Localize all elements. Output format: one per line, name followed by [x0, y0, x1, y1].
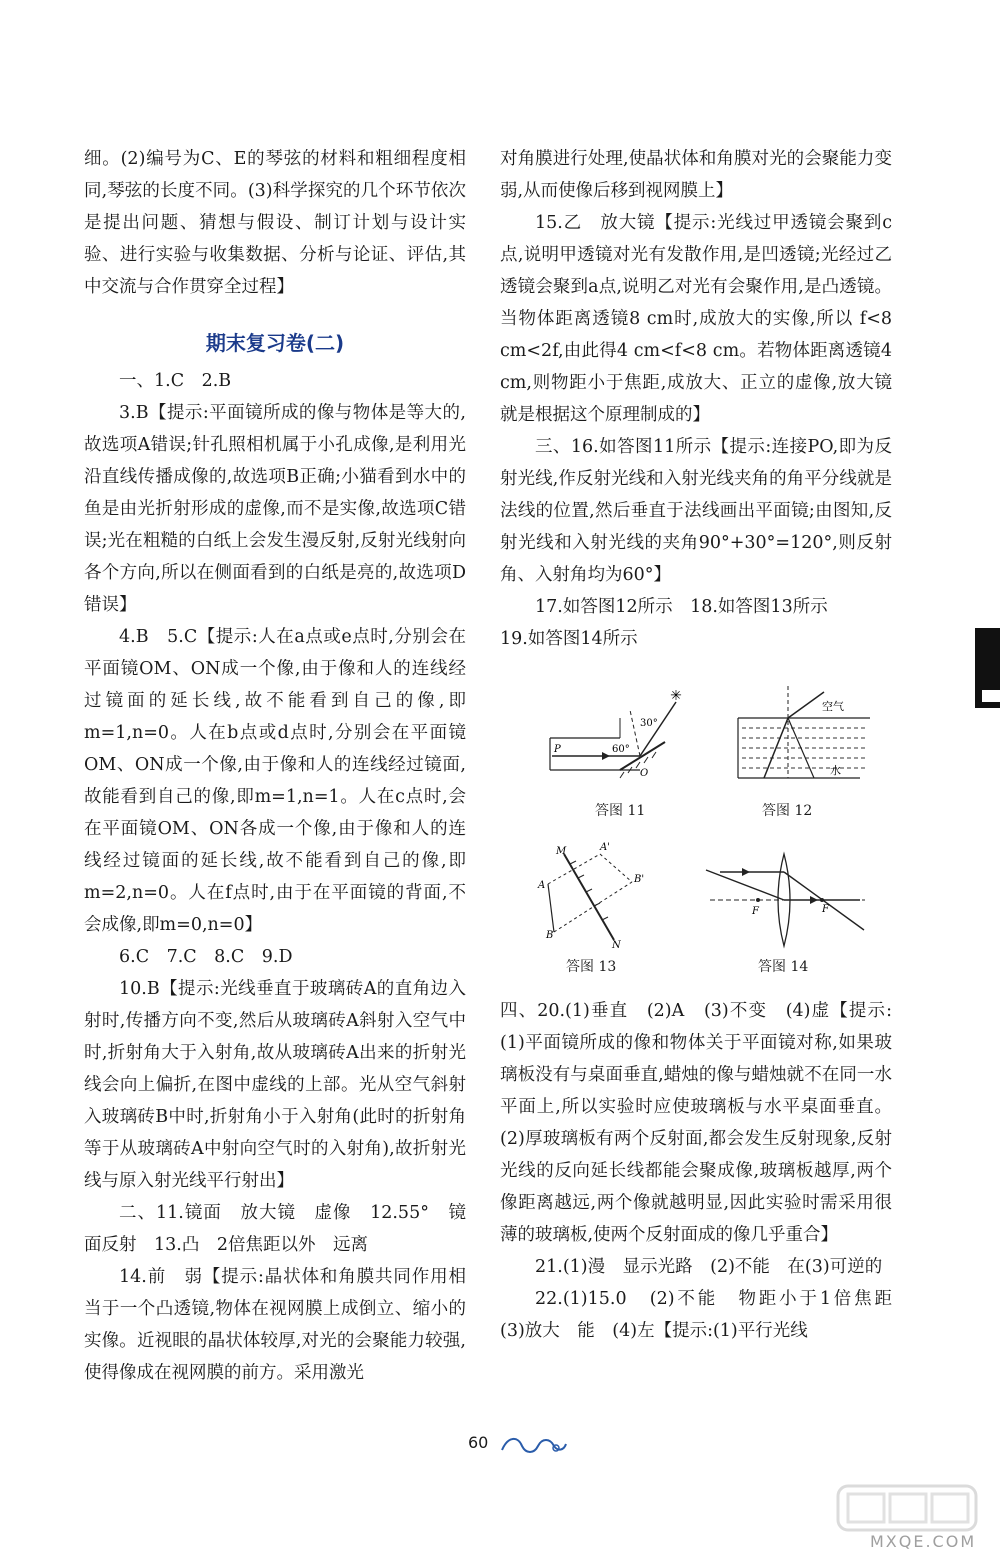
- answer-14: 14.前 弱【提示:晶状体和角膜共同作用相当于一个凸透镜,物体在视网膜上成倒立、缩小的实像。近视眼的晶状体较厚,对光的会聚能力较强,使得像成在视网膜的前方。采用激光: [84, 1267, 466, 1383]
- caption-figure-13: 答图 13: [566, 959, 617, 975]
- answer-16: 三、16.如答图11所示【提示:连接PO,即为反射光线,作反射光线和入射光线夹角的角平分线就是法线的位置,然后垂直于法线画出平面镜;由图知,反射光线和入射光线的夹角90°+30°=120°,则反射角、入射角均为60°】: [500, 437, 892, 585]
- fig13-label-a: A: [538, 880, 546, 891]
- fig14-label-f2: F: [822, 904, 829, 915]
- watermark-text: MXQE.COM: [870, 1532, 977, 1551]
- fig13-label-m: M: [556, 846, 567, 857]
- answer-19: 19.如答图14所示: [500, 629, 638, 649]
- fig14-label-f1: F: [752, 906, 759, 917]
- caption-figure-14: 答图 14: [758, 959, 809, 975]
- fig11-angle-30: 30°: [640, 718, 658, 729]
- fig13-label-a-prime: A': [600, 842, 610, 853]
- caption-figure-11: 答图 11: [595, 803, 646, 819]
- answer-22: 22.(1)15.0 (2)不能 物距小于1倍焦距 (3)放大 能 (4)左【提示:(1)平行光线: [500, 1289, 910, 1341]
- fig12-label-water: 水: [830, 764, 841, 777]
- section-title: 期末复习卷(二): [205, 331, 345, 355]
- fig13-label-b-prime: B': [634, 874, 645, 885]
- figure-13: [534, 840, 674, 950]
- answer-4-5: 4.B 5.C【提示:人在a点或e点时,分别会在平面镜OM、ON成一个像,由于像和人的连线经过镜面的延长线,故不能看到自己的像,即m=1,n=0。人在b点或d点时,分别会在平面镜OM、ON成一个像,由于像和人的连线经过镜面,故能看到自己的像,即m=1,n=1。人在c点时,会在平面镜OM、ON各成一个像,由于像和人的连线经过镜面的延长线,故不能看到自己的像,即m=2,n=0。人在f点时,由于在平面镜的背面,不会成像,即m=0,n=0】: [84, 627, 466, 935]
- answer-6-9: 6.C 7.C 8.C 9.D: [119, 947, 293, 967]
- answer-15: 15.乙 放大镜【提示:光线过甲透镜会聚到c点,说明甲透镜对光有发散作用,是凹透镜;光经过乙透镜会聚到a点,说明乙对光有会聚作用,是凸透镜。当物体距离透镜8 cm时,成放大的实像,所以 f<8 cm<2f,由此得4 cm<f<8 cm。若物体距离透镜4 cm,则物距小于焦距,成放大、正立的虚像,放大镜就是根据这个原理制成的】: [500, 213, 892, 425]
- answer-3: 3.B【提示:平面镜所成的像与物体是等大的,故选项A错误;针孔照相机属于小孔成像,是利用光沿直线传播成像的,故选项B正确;小猫看到水中的鱼是由光折射形成的虚像,而不是实像,故选项C错误;光在粗糙的白纸上会发生漫反射,反射光线射向各个方向,所以在侧面看到的白纸是亮的,故选项D错误】: [84, 403, 466, 615]
- figure-11: [540, 690, 700, 800]
- fig11-label-p: P: [554, 744, 561, 755]
- edge-tab-notch: [982, 690, 1000, 702]
- answer-17-18: 17.如答图12所示 18.如答图13所示: [535, 597, 828, 617]
- right-column-top: [500, 143, 892, 655]
- answer-20: 四、20.(1)垂直 (2)A (3)不变 (4)虚【提示:(1)平面镜所成的像和物体关于平面镜对称,如果玻璃板没有与桌面垂直,蜡烛的像与蜡烛就不在同一水平面上,所以实验时应使玻璃板与水平桌面垂直。(2)厚玻璃板有两个反射面,都会发生反射现象,反射光线的反向延长线都能会聚成像,玻璃板越厚,两个像距离越远,两个像就越明显,因此实验时需采用很薄的玻璃板,使两个反射面成的像几乎重合】: [500, 1001, 892, 1245]
- right-column-bottom: [500, 995, 910, 1347]
- figure-12: [730, 680, 880, 790]
- figure-14: [700, 850, 870, 950]
- left-column: [84, 143, 466, 1389]
- fig13-label-n: N: [612, 940, 621, 950]
- answer-21: 21.(1)漫 显示光路 (2)不能 在(3)可逆的: [535, 1257, 883, 1277]
- answer-10: 10.B【提示:光线垂直于玻璃砖A的直角边入射时,传播方向不变,然后从玻璃砖A斜射入空气中时,折射角大于入射角,故从玻璃砖A出来的折射光线会向上偏折,在图中虚线的上部。光从空气斜射入玻璃砖B中时,折射角小于入射角(此时的折射角等于从玻璃砖A中射向空气时的入射角),故折射光线与原入射光线平行射出】: [84, 979, 466, 1191]
- paragraph-continued-right: 对角膜进行处理,使晶状体和角膜对光的会聚能力变弱,从而使像后移到视网膜上】: [500, 149, 892, 201]
- fig12-label-air: 空气: [822, 700, 844, 713]
- page-number: 60: [468, 1433, 489, 1452]
- answer-1-2: 一、1.C 2.B: [119, 371, 232, 391]
- paragraph-continued: 细。(2)编号为C、E的琴弦的材料和粗细程度相同,琴弦的长度不同。(3)科学探究的几个环节依次是提出问题、猜想与假设、制订计划与设计实验、进行实验与收集数据、分析与论证、评估,其中交流与合作贯穿全过程】: [84, 149, 466, 297]
- svg-text:✳: ✳: [670, 690, 682, 704]
- caption-figure-12: 答图 12: [762, 803, 813, 819]
- fig11-label-o: O: [640, 768, 649, 779]
- answer-11-13: 二、11.镜面 放大镜 虚像 12.55° 镜面反射 13.凸 2倍焦距以外 远离: [84, 1203, 466, 1255]
- flourish-icon: [498, 1432, 570, 1458]
- fig13-label-b: B: [546, 930, 554, 941]
- fig11-angle-60: 60°: [612, 744, 630, 755]
